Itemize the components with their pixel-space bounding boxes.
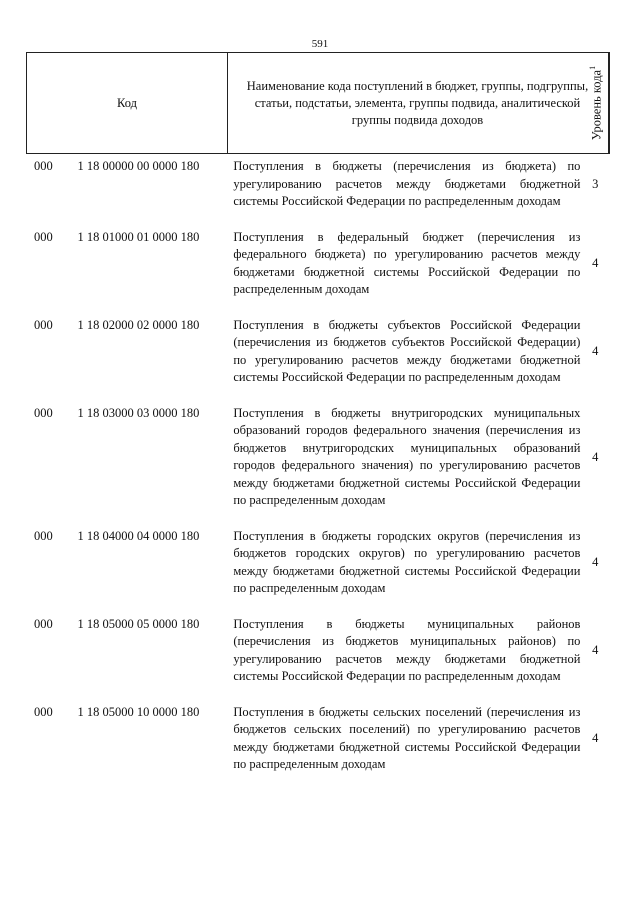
- income-name: Поступления в бюджеты (перечисления из бюджета) по урегулированию расчетов между бюджетами бюджетной системы Российской Федерации по распределенным доходам: [233, 159, 581, 208]
- income-name: Поступления в бюджеты внутригородских муниципальных образований городов федерального значения (перечисления из бюджетов внутригородских муниципальных образований городов федерального значения) по урегулированию расчетов между бюджетами бюджетной системы Российской Федерации по распределенным доходам: [233, 405, 581, 507]
- table-row: [26, 704, 610, 774]
- code-level: 4: [592, 256, 599, 270]
- code-level: 4: [592, 344, 599, 358]
- admin-code: 000: [34, 704, 53, 719]
- table-body: [26, 158, 610, 792]
- income-name: Поступления в бюджеты сельских поселений (перечисления из бюджетов сельских поселений) по урегулированию расчетов между бюджетами бюджетной системы Российской Федерации по распределенным доходам: [233, 704, 581, 771]
- page-number: 591: [311, 38, 329, 50]
- table-row: [26, 229, 610, 299]
- table-header: [26, 52, 610, 154]
- admin-code: 000: [34, 405, 53, 420]
- income-code: 1 18 04000 04 0000 180: [77, 528, 200, 543]
- admin-code: 000: [34, 528, 53, 543]
- income-code: 1 18 01000 01 0000 180: [77, 229, 200, 244]
- admin-code: 000: [34, 317, 53, 332]
- income-name: Поступления в бюджеты городских округов (перечисления из бюджетов городских округов) по урегулированию расчетов между бюджетами бюджетной системы Российской Федерации по распределенным доходам: [233, 528, 581, 595]
- income-code: 1 18 02000 02 0000 180: [77, 317, 200, 332]
- income-code: 1 18 05000 05 0000 180: [77, 616, 200, 631]
- admin-code: 000: [34, 229, 53, 244]
- code-level: 4: [592, 555, 599, 569]
- code-level: 3: [592, 176, 599, 191]
- admin-code: 000: [34, 616, 53, 631]
- header-level-label: Уровень кода: [589, 69, 604, 141]
- income-name: Поступления в бюджеты субъектов Российской Федерации (перечисления из бюджетов субъектов Российской Федерации) по урегулированию расчетов между бюджетами бюджетной системы Российской Федерации по распределенным доходам: [233, 317, 581, 384]
- header-name: Наименование кода поступлений в бюджет, группы, подгруппы, статьи, подстатьи, элемента, группы подвида, аналитической группы подвида доходов: [227, 53, 609, 153]
- code-level: 4: [592, 449, 599, 464]
- code-level: 4: [592, 731, 599, 745]
- admin-code: 000: [34, 159, 53, 173]
- table-row: [26, 405, 610, 510]
- table-row: [26, 317, 610, 387]
- header-level-footnote: 1: [587, 65, 597, 70]
- header-code: Код: [27, 53, 228, 153]
- table-row: [26, 616, 610, 686]
- header-level: [583, 53, 609, 153]
- table-row: [26, 528, 610, 598]
- income-code: 1 18 00000 00 0000 180: [77, 159, 200, 173]
- income-name: Поступления в федеральный бюджет (перечисления из федерального бюджета) по урегулированию расчетов между бюджетами бюджетной системы Российской Федерации по распределенным доходам: [233, 229, 581, 296]
- table-row: [26, 158, 610, 211]
- code-level: 4: [592, 643, 599, 657]
- income-code: 1 18 05000 10 0000 180: [77, 704, 200, 719]
- income-name: Поступления в бюджеты муниципальных районов (перечисления из бюджетов муниципальных районов) по урегулированию расчетов между бюджетами бюджетной системы Российской Федерации по распределенным доходам: [233, 616, 581, 683]
- income-code: 1 18 03000 03 0000 180: [77, 405, 200, 420]
